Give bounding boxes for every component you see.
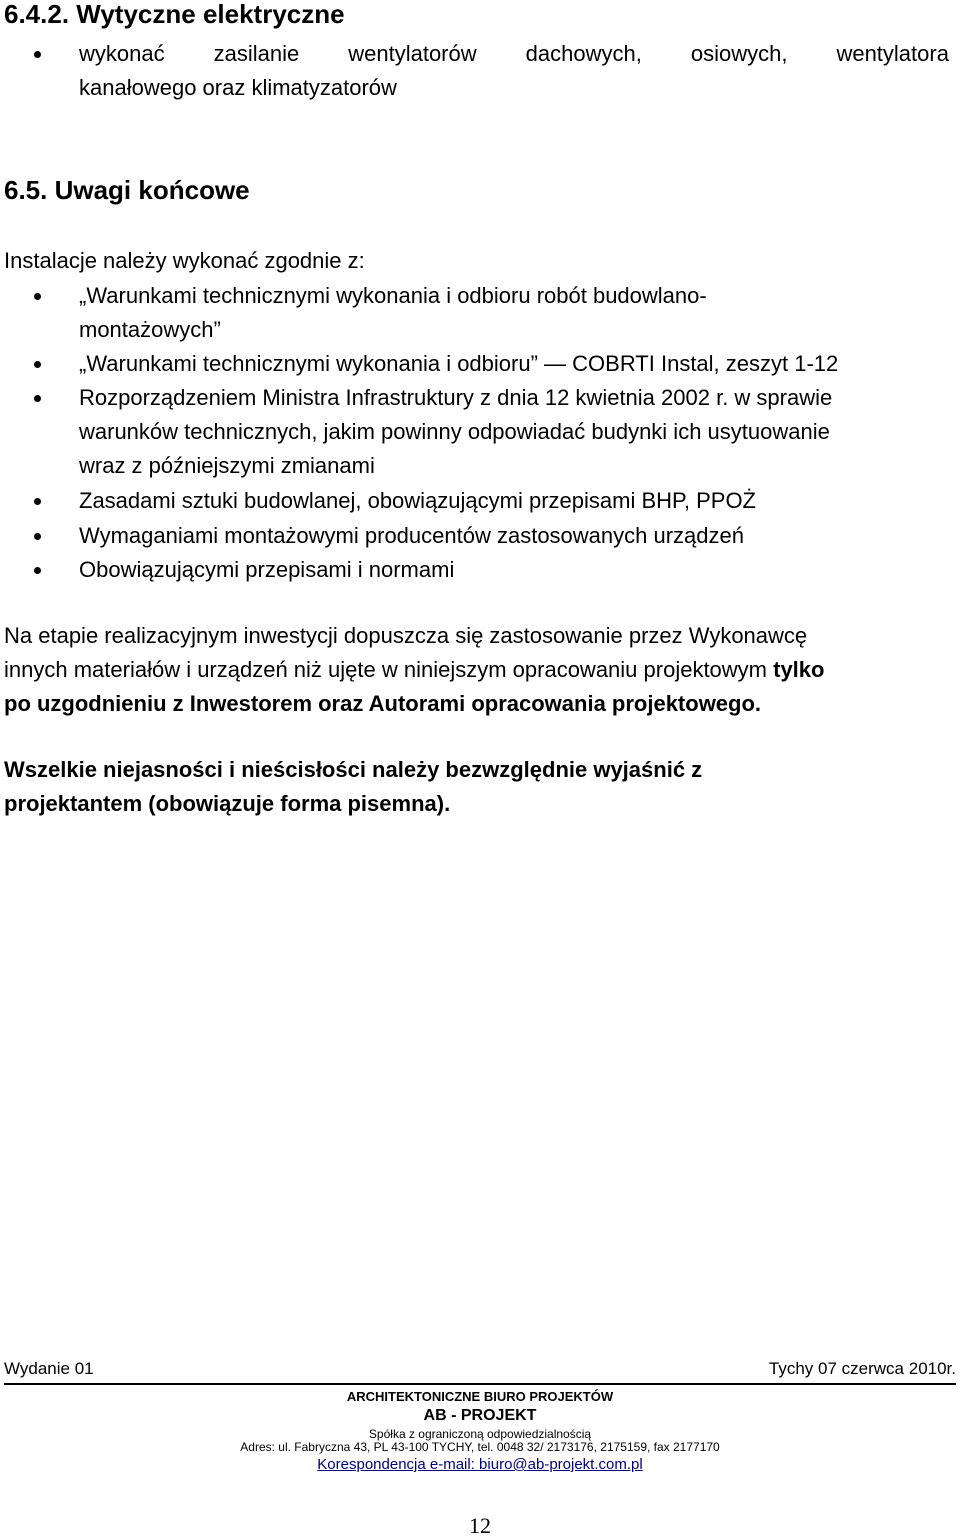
word: wentylatorów <box>348 41 477 66</box>
list-item <box>79 279 949 347</box>
paragraph-line <box>4 653 956 687</box>
list-item-line: Obowiązującymi przepisami i normami <box>79 557 455 582</box>
list-item-line: Wymaganiami montażowymi producentów zastosowanych urządzeń <box>79 523 744 548</box>
bullet-dot <box>34 51 41 58</box>
word: dachowych, <box>525 41 642 66</box>
list-item-line: Zasadami sztuki budowlanej, obowiązującymi przepisami BHP, PPOŻ <box>79 488 756 513</box>
word: zasilanie <box>213 41 300 66</box>
intro-text: Instalacje należy wykonać zgodnie z: <box>4 248 365 273</box>
footer-address: Adres: ul. Fabryczna 43, PL 43-100 TYCHY, tel. 0048 32/ 2173176, 2175159, fax 2177170 <box>240 1440 720 1454</box>
list-item-line: montażowych” <box>79 317 221 342</box>
word: wykonać <box>79 41 165 66</box>
paragraph-clarification <box>4 753 956 821</box>
word: osiowych, <box>690 41 788 66</box>
bullet-line <box>79 37 949 71</box>
paragraph-line: Na etapie realizacyjnym inwestycji dopuszcza się zastosowanie przez Wykonawcę <box>4 623 808 648</box>
bullet-line: kanałowego oraz klimatyzatorów <box>79 75 397 100</box>
list-item-line: wraz z późniejszymi zmianami <box>79 453 375 478</box>
footer-company-type: ARCHITEKTONICZNE BIURO PROJEKTÓW <box>346 1389 614 1404</box>
paragraph-line: projektantem (obowiązuje forma pisemna). <box>4 791 451 816</box>
footer-edition: Wydanie 01 <box>4 1359 94 1378</box>
bullet-dot <box>34 498 41 505</box>
list-item <box>79 519 949 553</box>
footer-email-link[interactable]: Korespondencja e-mail: biuro@ab-projekt.com.pl <box>317 1456 643 1473</box>
paragraph-line: po uzgodnieniu z Inwestorem oraz Autorami opracowania projektowego. <box>4 691 762 716</box>
list-item <box>79 553 949 587</box>
footer-divider <box>4 1383 956 1385</box>
footer-company-name: AB - PROJEKT <box>423 1407 537 1424</box>
bullet-dot <box>34 567 41 574</box>
bullet-item <box>79 37 949 105</box>
list-item-line: „Warunkami technicznymi wykonania i odbioru robót budowlano- <box>79 283 707 308</box>
paragraph-implementation <box>4 619 956 721</box>
list-item <box>79 484 949 518</box>
footer-liability: Spółka z ograniczoną odpowiedzialnością <box>368 1427 592 1441</box>
section-heading-6-4-2: 6.4.2. Wytyczne elektryczne <box>4 0 345 29</box>
paragraph-text: innych materiałów i urządzeń niż ujęte w niniejszym opracowaniu projektowym <box>4 657 774 682</box>
list-item <box>79 381 949 483</box>
section-heading-6-5: 6.5. Uwagi końcowe <box>4 175 250 205</box>
list-item <box>79 347 949 381</box>
list-item-line: warunków technicznych, jakim powinny odpowiadać budynki ich usytuowanie <box>79 419 830 444</box>
paragraph-line: Wszelkie niejasności i nieścisłości należy bezwzględnie wyjaśnić z <box>4 757 703 782</box>
word: wentylatora <box>836 41 949 66</box>
page-number: 12 <box>469 1513 491 1538</box>
bullet-dot <box>34 533 41 540</box>
list-item-line: Rozporządzeniem Ministra Infrastruktury z dnia 12 kwietnia 2002 r. w sprawie <box>79 385 833 410</box>
bullet-dot <box>34 361 41 368</box>
footer-place-date: Tychy 07 czerwca 2010r. <box>768 1359 956 1378</box>
paragraph-bold-text: tylko <box>773 657 825 682</box>
bullet-dot <box>34 293 41 300</box>
bullet-dot <box>34 395 41 402</box>
list-item-line: „Warunkami technicznymi wykonania i odbioru” — COBRTI Instal, zeszyt 1-12 <box>79 351 839 376</box>
